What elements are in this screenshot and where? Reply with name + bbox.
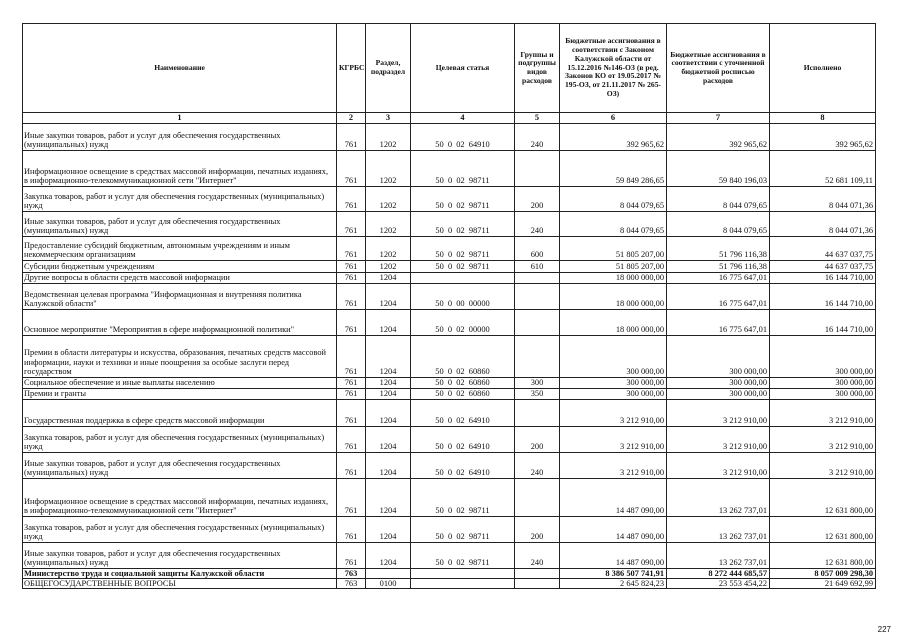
header-kgrbs: КГРБС [337,24,366,113]
row-executed: 16 144 710,00 [770,272,876,283]
row-assignments-refined: 23 553 454,22 [667,579,770,589]
row-razdel: 1204 [366,516,411,542]
table-row [23,260,876,272]
row-assignments-law: 14 487 090,00 [560,478,667,516]
row-razdel: 1202 [366,150,411,186]
row-name: Закупка товаров, работ и услуг для обеспечения государственных (муниципальных) нужд [23,186,337,211]
row-executed: 392 965,62 [770,123,876,150]
row-kgrbs: 761 [337,399,366,426]
row-assignments-law: 18 000 000,00 [560,283,667,309]
row-name: Информационное освещение в средствах массовой информации, печатных изданиях, в информационно-телекоммуникационной сети "Интернет" [23,478,337,516]
page-number: 227 [877,625,891,634]
row-razdel [366,568,411,578]
row-assignments-refined: 300 000,00 [667,335,770,377]
budget-execution-table [22,23,876,589]
row-expense-type [515,283,560,309]
row-target-article: 50 0 02 60860 [411,335,515,377]
row-assignments-law: 18 000 000,00 [560,272,667,283]
row-assignments-law: 8 044 079,65 [560,186,667,211]
row-name: Иные закупки товаров, работ и услуг для обеспечения государственных (муниципальных) нужд [23,123,337,150]
row-kgrbs: 761 [337,478,366,516]
row-target-article: 50 0 02 98711 [411,260,515,272]
table-row [23,388,876,399]
row-executed: 8 057 009 298,30 [770,568,876,578]
row-target-article: 50 0 02 98711 [411,516,515,542]
row-razdel: 1204 [366,399,411,426]
row-expense-type: 240 [515,452,560,478]
row-kgrbs: 763 [337,579,366,589]
row-name: Информационное освещение в средствах массовой информации, печатных изданиях, в информационно-телекоммуникационной сети "Интернет" [23,150,337,186]
row-assignments-law: 14 487 090,00 [560,542,667,568]
row-assignments-refined: 13 262 737,01 [667,542,770,568]
row-target-article [411,272,515,283]
row-name: Премии и гранты [23,388,337,399]
row-expense-type: 200 [515,426,560,452]
row-expense-type: 200 [515,516,560,542]
header-vid: Группы и подгруппы видов расходов [515,24,560,113]
row-expense-type: 300 [515,377,560,388]
row-assignments-law: 300 000,00 [560,335,667,377]
row-name: ОБЩЕГОСУДАРСТВЕННЫЕ ВОПРОСЫ [23,579,337,589]
row-executed: 44 637 037,75 [770,260,876,272]
row-target-article: 50 0 02 98711 [411,236,515,260]
row-expense-type [515,150,560,186]
table-row [23,568,876,578]
row-expense-type [515,272,560,283]
row-assignments-law: 3 212 910,00 [560,452,667,478]
table-row [23,283,876,309]
row-assignments-law: 14 487 090,00 [560,516,667,542]
table-row [23,452,876,478]
row-name: Государственная поддержка в сфере средств массовой информации [23,399,337,426]
table-row [23,309,876,335]
row-target-article: 50 0 02 00000 [411,309,515,335]
column-number: 6 [560,113,667,124]
row-assignments-law: 392 965,62 [560,123,667,150]
table-row [23,399,876,426]
row-kgrbs: 761 [337,388,366,399]
column-number: 4 [411,113,515,124]
row-executed: 300 000,00 [770,335,876,377]
row-assignments-refined: 13 262 737,01 [667,478,770,516]
row-kgrbs: 761 [337,452,366,478]
column-number: 3 [366,113,411,124]
row-razdel: 1202 [366,186,411,211]
row-razdel: 1202 [366,236,411,260]
row-executed: 52 681 109,11 [770,150,876,186]
row-razdel: 1204 [366,272,411,283]
row-kgrbs: 763 [337,568,366,578]
row-target-article: 50 0 02 98711 [411,150,515,186]
row-executed: 12 631 800,00 [770,478,876,516]
row-assignments-refined: 300 000,00 [667,377,770,388]
row-executed: 3 212 910,00 [770,426,876,452]
row-razdel: 1204 [366,335,411,377]
row-assignments-refined: 16 775 647,01 [667,272,770,283]
row-executed: 8 044 071,36 [770,186,876,211]
table-row [23,426,876,452]
row-assignments-refined: 392 965,62 [667,123,770,150]
row-assignments-refined: 300 000,00 [667,388,770,399]
row-kgrbs: 761 [337,186,366,211]
row-razdel: 1204 [366,283,411,309]
row-target-article [411,568,515,578]
row-target-article: 50 0 02 98711 [411,211,515,236]
row-assignments-law: 59 849 286,65 [560,150,667,186]
table-row [23,236,876,260]
row-expense-type: 200 [515,186,560,211]
row-name: Предоставление субсидий бюджетным, автономным учреждениям и иным некоммерческим организациям [23,236,337,260]
row-assignments-refined: 51 796 116,38 [667,236,770,260]
row-kgrbs: 761 [337,236,366,260]
row-kgrbs: 761 [337,150,366,186]
column-number: 2 [337,113,366,124]
row-assignments-law: 8 386 507 741,91 [560,568,667,578]
header-razdel: Раздел, подраздел [366,24,411,113]
header-name: Наименование [23,24,337,113]
row-razdel: 1204 [366,388,411,399]
row-assignments-law: 8 044 079,65 [560,211,667,236]
table-row [23,579,876,589]
table-row [23,335,876,377]
row-name: Министерство труда и социальной защиты Калужской области [23,568,337,578]
row-assignments-law: 3 212 910,00 [560,426,667,452]
row-expense-type [515,478,560,516]
table-row [23,377,876,388]
row-assignments-refined: 13 262 737,01 [667,516,770,542]
row-target-article: 50 0 02 64910 [411,123,515,150]
table-row [23,186,876,211]
row-target-article: 50 0 02 98711 [411,478,515,516]
header-statya: Целевая статья [411,24,515,113]
row-name: Иные закупки товаров, работ и услуг для обеспечения государственных (муниципальных) нужд [23,452,337,478]
row-kgrbs: 761 [337,272,366,283]
row-razdel: 1202 [366,260,411,272]
row-assignments-refined: 16 775 647,01 [667,309,770,335]
row-expense-type: 600 [515,236,560,260]
row-executed: 16 144 710,00 [770,309,876,335]
row-assignments-law: 3 212 910,00 [560,399,667,426]
table-row [23,150,876,186]
column-number: 7 [667,113,770,124]
row-assignments-law: 300 000,00 [560,388,667,399]
row-target-article: 50 0 02 64910 [411,426,515,452]
row-expense-type [515,335,560,377]
row-kgrbs: 761 [337,335,366,377]
row-assignments-refined: 51 796 116,38 [667,260,770,272]
row-name: Иные закупки товаров, работ и услуг для обеспечения государственных (муниципальных) нужд [23,542,337,568]
row-kgrbs: 761 [337,542,366,568]
row-expense-type: 240 [515,211,560,236]
row-razdel: 1204 [366,452,411,478]
column-number: 8 [770,113,876,124]
row-assignments-refined: 59 840 196,03 [667,150,770,186]
row-razdel: 0100 [366,579,411,589]
row-razdel: 1204 [366,377,411,388]
row-expense-type [515,399,560,426]
row-target-article [411,579,515,589]
row-assignments-refined: 8 044 079,65 [667,186,770,211]
header-col7: Бюджетные ассигнования в соответствии с уточненной бюджетной росписью расходов [667,24,770,113]
row-assignments-refined: 3 212 910,00 [667,426,770,452]
row-assignments-refined: 8 272 444 685,57 [667,568,770,578]
row-assignments-law: 51 805 207,00 [560,260,667,272]
row-name: Закупка товаров, работ и услуг для обеспечения государственных (муниципальных) нужд [23,516,337,542]
row-name: Основное мероприятие "Мероприятия в сфере информационной политики" [23,309,337,335]
row-target-article: 50 0 02 98711 [411,186,515,211]
row-executed: 300 000,00 [770,388,876,399]
row-executed: 3 212 910,00 [770,452,876,478]
row-expense-type [515,579,560,589]
row-name: Премии в области литературы и искусства, образования, печатных средств массовой информации, науки и техники и иные поощрения за особые заслуги перед государством [23,335,337,377]
row-kgrbs: 761 [337,260,366,272]
row-razdel: 1204 [366,478,411,516]
row-expense-type: 240 [515,123,560,150]
row-kgrbs: 761 [337,516,366,542]
row-razdel: 1204 [366,309,411,335]
row-razdel: 1204 [366,542,411,568]
table-row [23,542,876,568]
row-name: Социальное обеспечение и иные выплаты населению [23,377,337,388]
table-row [23,272,876,283]
row-assignments-law: 18 000 000,00 [560,309,667,335]
row-executed: 21 649 692,99 [770,579,876,589]
row-assignments-law: 2 645 824,23 [560,579,667,589]
row-expense-type: 240 [515,542,560,568]
table-row [23,211,876,236]
row-executed: 8 044 071,36 [770,211,876,236]
row-razdel: 1204 [366,426,411,452]
row-target-article: 50 0 02 60860 [411,377,515,388]
row-target-article: 50 0 00 00000 [411,283,515,309]
table-body [23,123,876,589]
row-expense-type: 610 [515,260,560,272]
row-assignments-refined: 3 212 910,00 [667,452,770,478]
row-assignments-refined: 16 775 647,01 [667,283,770,309]
row-assignments-refined: 3 212 910,00 [667,399,770,426]
table-row [23,478,876,516]
column-number: 5 [515,113,560,124]
row-executed: 44 637 037,75 [770,236,876,260]
row-target-article: 50 0 02 60860 [411,388,515,399]
row-executed: 12 631 800,00 [770,542,876,568]
row-name: Другие вопросы в области средств массовой информации [23,272,337,283]
row-executed: 12 631 800,00 [770,516,876,542]
row-name: Субсидии бюджетным учреждениям [23,260,337,272]
row-name: Ведомственная целевая программа "Информационная и внутренняя политика Калужской области" [23,283,337,309]
row-assignments-law: 300 000,00 [560,377,667,388]
row-name: Иные закупки товаров, работ и услуг для обеспечения государственных (муниципальных) нужд [23,211,337,236]
row-name: Закупка товаров, работ и услуг для обеспечения государственных (муниципальных) нужд [23,426,337,452]
row-kgrbs: 761 [337,211,366,236]
row-razdel: 1202 [366,123,411,150]
row-kgrbs: 761 [337,123,366,150]
header-col6: Бюджетные ассигнования в соответствии с Законом Калужской области от 15.12.2016 №146-ОЗ (в ред. Законов КО от 19.05.2017 № 195-ОЗ, от 21.11.2017 № 265-ОЗ) [560,24,667,113]
table-row [23,516,876,542]
row-executed: 3 212 910,00 [770,399,876,426]
row-razdel: 1202 [366,211,411,236]
row-kgrbs: 761 [337,377,366,388]
row-expense-type [515,568,560,578]
row-target-article: 50 0 02 64910 [411,452,515,478]
column-number: 1 [23,113,337,124]
row-executed: 300 000,00 [770,377,876,388]
row-executed: 16 144 710,00 [770,283,876,309]
row-assignments-law: 51 805 207,00 [560,236,667,260]
table-header [23,24,876,124]
table-row [23,123,876,150]
row-kgrbs: 761 [337,426,366,452]
row-expense-type [515,309,560,335]
row-target-article: 50 0 02 98711 [411,542,515,568]
row-target-article: 50 0 02 64910 [411,399,515,426]
row-assignments-refined: 8 044 079,65 [667,211,770,236]
row-kgrbs: 761 [337,309,366,335]
header-col8: Исполнено [770,24,876,113]
row-expense-type: 350 [515,388,560,399]
row-kgrbs: 761 [337,283,366,309]
